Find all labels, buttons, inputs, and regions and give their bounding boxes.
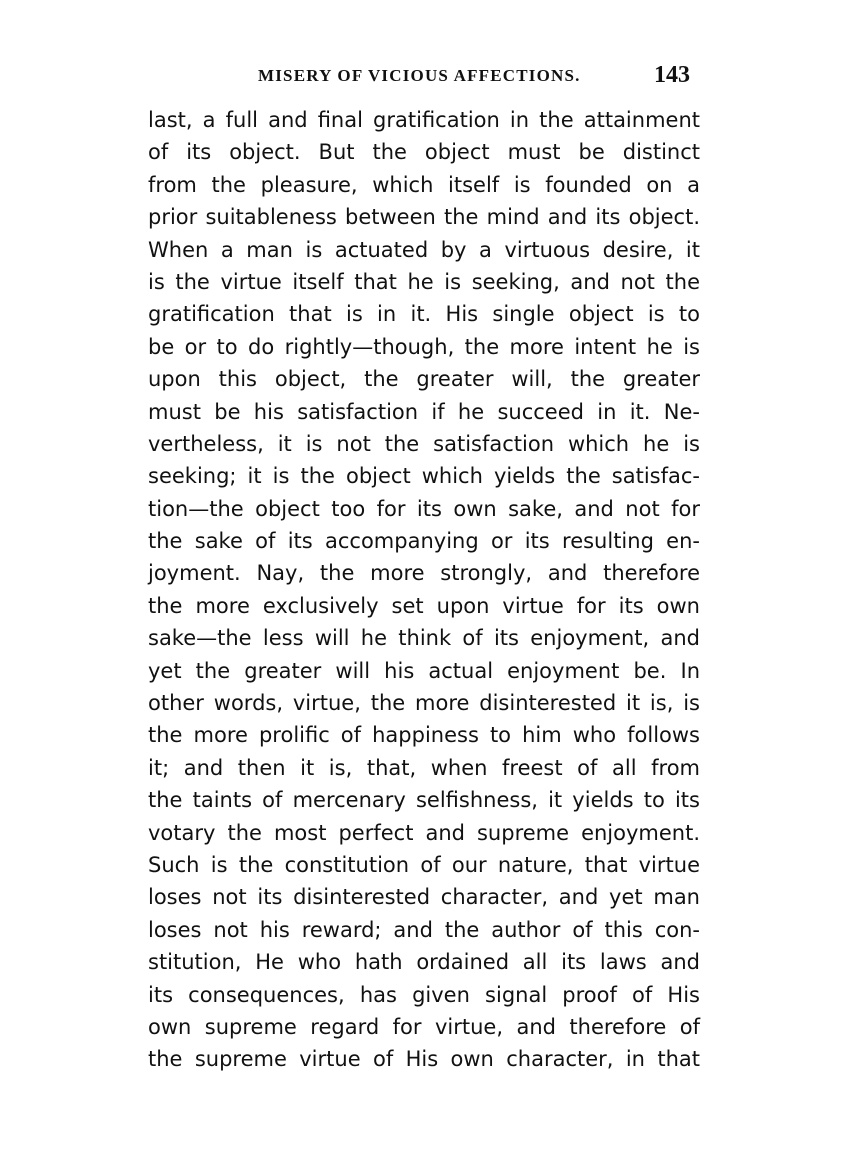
text-line: loses not its disinterested character, and yet man [148,885,700,910]
page-number: 143 [654,62,690,88]
text-line: is the virtue itself that he is seeking, and not the [148,269,700,294]
text-line: last, a full and final gratification in the attainment [148,108,700,132]
text-line: the sake of its accompanying or its resulting en- [148,529,700,554]
running-head [0,62,850,92]
text-line: tion—the object too for its own sake, and not for [148,496,700,521]
text-line: When a man is actuated by a virtuous desire, it [148,237,700,262]
text-line: other words, virtue, the more disinterested it is, is [148,691,700,716]
text-line: from the pleasure, which itself is founded on a [148,172,700,197]
text-line: be or to do rightly—though, the more intent he is [148,334,700,359]
text-line: joyment. Nay, the more strongly, and therefore [148,561,700,586]
text-line: must be his satisfaction if he succeed in it. Ne- [148,399,700,424]
text-line: of its object. But the object must be distinct [148,140,700,165]
text-line: yet the greater will his actual enjoyment be. In [148,658,700,683]
text-line: prior suitableness between the mind and its object. [148,205,700,230]
text-line: the more prolific of happiness to him who follows [148,723,700,748]
text-line: own supreme regard for virtue, and therefore of [148,1014,700,1039]
text-line: the more exclusively set upon virtue for its own [148,593,700,618]
text-line: it; and then it is, that, when freest of all from [148,755,700,780]
running-title: MISERY OF VICIOUS AFFECTIONS. [258,66,581,85]
text-line: gratification that is in it. His single object is to [148,302,700,327]
text-line: loses not his reward; and the author of this con- [148,917,700,942]
text-line: the supreme virtue of His own character, in that [148,1047,700,1072]
text-line: stitution, He who hath ordained all its laws and [148,950,700,975]
body-text [148,104,700,1076]
text-line: seeking; it is the object which yields the satisfac- [148,464,700,489]
text-line: votary the most perfect and supreme enjoyment. [148,820,700,845]
text-line: vertheless, it is not the satisfaction which he is [148,431,700,456]
text-line: its consequences, has given signal proof of His [148,982,700,1007]
text-line: the taints of mercenary selfishness, it yields to its [148,788,700,813]
text-line: Such is the constitution of our nature, that virtue [148,852,700,877]
text-line: upon this object, the greater will, the greater [148,367,700,392]
text-line: sake—the less will he think of its enjoyment, and [148,626,700,651]
